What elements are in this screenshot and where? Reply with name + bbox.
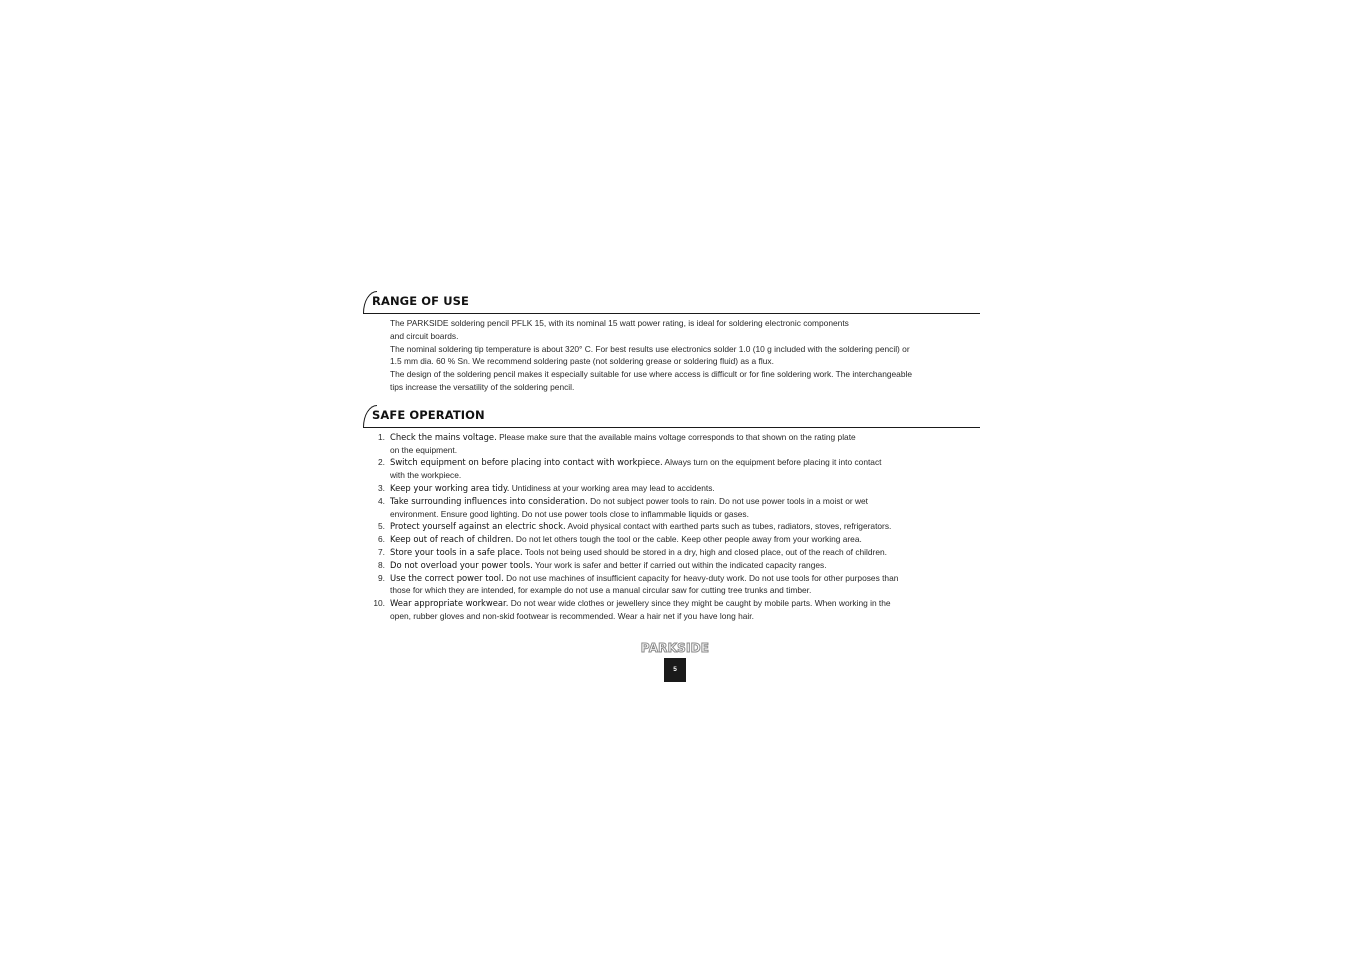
list-item-number: 5. xyxy=(378,521,385,532)
list-item-number: 10. xyxy=(373,598,385,609)
list-item-lead: Protect yourself against an electric shock. xyxy=(390,521,566,532)
list-item-number: 4. xyxy=(378,495,385,506)
safe-operation-list xyxy=(363,431,980,623)
section-header-range-of-use xyxy=(363,291,980,314)
list-item xyxy=(363,520,980,533)
list-item-lead: Store your tools in a safe place. xyxy=(390,546,523,557)
list-item xyxy=(363,597,980,623)
list-item-text: Your work is safer and better if carried out within the indicated capacity ranges. xyxy=(532,559,827,570)
list-item-line: open, rubber gloves and non-skid footwear is recommended. Wear a hair net if you have long hair. xyxy=(390,610,754,621)
list-item-number: 3. xyxy=(378,482,385,493)
list-item-number: 1. xyxy=(378,431,385,442)
list-item-line: environment. Ensure good lighting. Do not use power tools close to inflammable liquids or gases. xyxy=(390,508,749,519)
list-item-line xyxy=(390,533,980,546)
parkside-logo: PARKSIDE xyxy=(640,641,710,655)
list-item-line xyxy=(390,520,980,533)
list-item-text: Do not subject power tools to rain. Do not use power tools in a moist or wet xyxy=(587,495,869,506)
list-item xyxy=(363,572,980,598)
list-item-lead: Keep your working area tidy. xyxy=(390,482,510,493)
list-item-text: Tools not being used should be stored in a dry, high and closed place, out of the reach of children. xyxy=(522,546,887,557)
list-item xyxy=(363,533,980,546)
list-item xyxy=(363,546,980,559)
manual-page xyxy=(363,291,980,623)
list-item-lead: Wear appropriate workwear. xyxy=(390,598,509,609)
list-item-text: Do not let others tough the tool or the cable. Keep other people away from your working area. xyxy=(513,534,862,545)
paragraph-line: tips increase the versatility of the soldering pencil. xyxy=(390,381,575,392)
list-item-line xyxy=(390,559,980,572)
list-item-number: 6. xyxy=(378,534,385,545)
range-of-use-text xyxy=(390,317,980,394)
list-item-lead: Switch equipment on before placing into contact with workpiece. xyxy=(390,457,663,468)
list-item-number: 8. xyxy=(378,559,385,570)
list-item-lead: Use the correct power tool. xyxy=(390,572,504,583)
list-item-lead: Take surrounding influences into consideration. xyxy=(390,495,588,506)
section-title: SAFE OPERATION xyxy=(372,407,485,422)
list-item xyxy=(363,456,980,482)
list-item-line xyxy=(390,495,980,508)
list-item-text: Do not use machines of insufficient capacity for heavy-duty work. Do not use tools for other purposes than xyxy=(503,572,899,583)
list-item-line xyxy=(390,572,980,585)
list-item-text: Please make sure that the available mains voltage corresponds to that shown on the rating plate xyxy=(496,431,856,442)
list-item-text: Do not wear wide clothes or jewellery since they might be caught by mobile parts. When working in the xyxy=(508,598,891,609)
list-item-line: on the equipment. xyxy=(390,444,458,455)
section-header-safe-operation xyxy=(363,405,980,428)
list-item-line: with the workpiece. xyxy=(390,470,462,481)
list-item-line xyxy=(390,431,980,444)
list-item xyxy=(363,495,980,521)
list-item-number: 9. xyxy=(378,572,385,583)
paragraph-line: The PARKSIDE soldering pencil PFLK 15, with its nominal 15 watt power rating, is ideal for soldering electronic components xyxy=(390,318,849,328)
paragraph-line: The design of the soldering pencil makes it especially suitable for use where access is difficult or for fine soldering work. The interchangeable xyxy=(390,369,913,380)
list-item xyxy=(363,482,980,495)
list-item-lead: Check the mains voltage. xyxy=(390,431,497,442)
list-item-number: 2. xyxy=(378,457,385,468)
list-item-line xyxy=(390,546,980,559)
paragraph-line: The nominal soldering tip temperature is about 320° C. For best results use electronics solder 1.0 (10 g included with the soldering pencil) or xyxy=(390,343,910,354)
list-item-text: Untidiness at your working area may lead to accidents. xyxy=(509,482,715,493)
list-item-text: Always turn on the equipment before placing it into contact xyxy=(662,457,882,468)
section-title: RANGE OF USE xyxy=(372,294,469,308)
list-item-line xyxy=(390,456,980,469)
paragraph-line: 1.5 mm dia. 60 % Sn. We recommend soldering paste (not soldering grease or soldering fluid) as a flux. xyxy=(390,356,774,367)
list-item-line xyxy=(390,482,980,495)
list-item xyxy=(363,559,980,572)
paragraph-line: and circuit boards. xyxy=(390,330,459,341)
list-item-lead: Do not overload your power tools. xyxy=(390,559,533,570)
list-item-number: 7. xyxy=(378,546,385,557)
page-number: 5 xyxy=(664,658,686,682)
list-item-lead: Keep out of reach of children. xyxy=(390,534,514,545)
list-item-line xyxy=(390,597,980,610)
list-item-line: those for which they are intended, for example do not use a manual circular saw for cutting tree trunks and timber. xyxy=(390,585,812,596)
list-item-text: Avoid physical contact with earthed parts such as tubes, radiators, stoves, refrigerators. xyxy=(565,521,892,532)
list-item xyxy=(363,431,980,457)
